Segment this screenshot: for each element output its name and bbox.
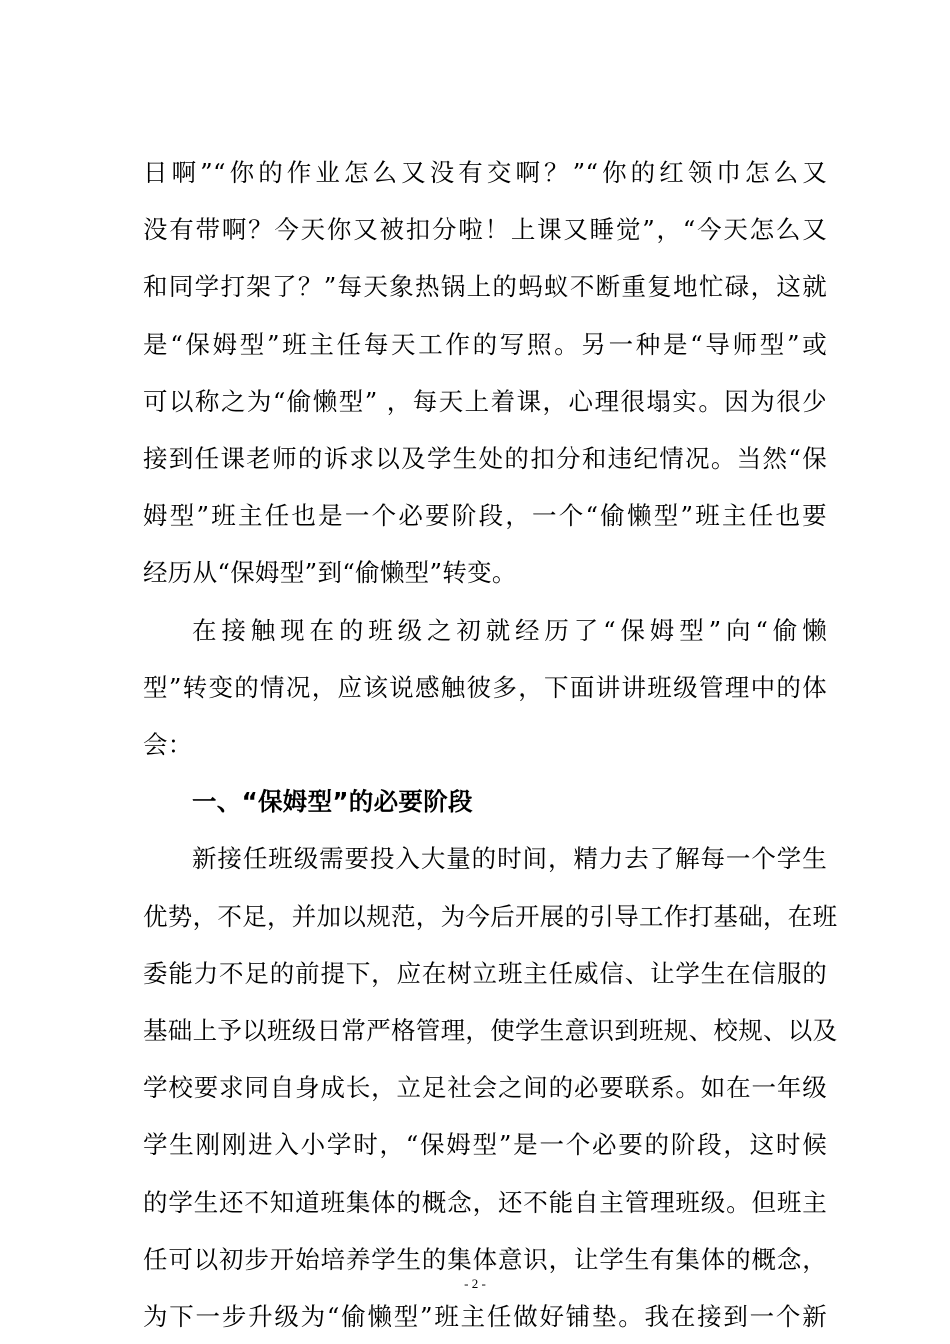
paragraph-first-line: 在接触现在的班级之初就经历了“保姆型”向“偷懒: [192, 615, 827, 645]
body-text-line: 没有带啊？今天你又被扣分啦！上课又睡觉”，“今天怎么又: [143, 215, 827, 245]
body-text-line: 委能力不足的前提下，应在树立班主任威信、让学生在信服的: [143, 958, 827, 988]
page-number: - 2 -: [464, 1276, 486, 1291]
body-text-line: 型”转变的情况，应该说感触彼多，下面讲讲班级管理中的体: [143, 672, 827, 702]
body-text-line: 学生刚刚进入小学时，“保姆型”是一个必要的阶段，这时候: [143, 1130, 827, 1160]
body-text-line: 优势，不足，并加以规范，为今后开展的引导工作打基础，在班: [143, 901, 838, 931]
body-text-line: 基础上予以班级日常严格管理，使学生意识到班规、校规、以及: [143, 1016, 838, 1045]
body-text-line: 和同学打架了？”每天象热锅上的蚂蚁不断重复地忙碌，这就: [143, 272, 827, 302]
body-text-line: 日啊”“你的作业怎么又没有交啊？”“你的红领巾怎么又: [143, 158, 827, 187]
body-text-line: 经历从“保姆型”到“偷懒型”转变。: [143, 558, 517, 588]
body-text-line: 学校要求同自身成长，立足社会之间的必要联系。如在一年级: [143, 1073, 827, 1103]
body-text-line: 会：: [143, 730, 193, 759]
body-text-line: 为下一步升级为“偷懒型”班主任做好铺垫。我在接到一个新: [143, 1302, 827, 1331]
body-text-line: 的学生还不知道班集体的概念，还不能自主管理班级。但班主: [143, 1187, 827, 1217]
body-text-line: 任可以初步开始培养学生的集体意识，让学生有集体的概念，: [143, 1244, 827, 1274]
body-text-line: 是“保姆型”班主任每天工作的写照。另一种是“导师型”或: [143, 329, 827, 359]
paragraph-first-line: 新接任班级需要投入大量的时间，精力去了解每一个学生: [192, 844, 827, 874]
section-heading: 一、“保姆型”的必要阶段: [192, 787, 473, 817]
body-text-line: 姆型”班主任也是一个必要阶段，一个“偷懒型”班主任也要: [143, 501, 827, 531]
body-text-line: 可以称之为“偷懒型” ，每天上着课，心理很塌实。因为很少: [143, 386, 827, 416]
body-text-line: 接到任课老师的诉求以及学生处的扣分和违纪情况。当然“保: [143, 444, 827, 473]
